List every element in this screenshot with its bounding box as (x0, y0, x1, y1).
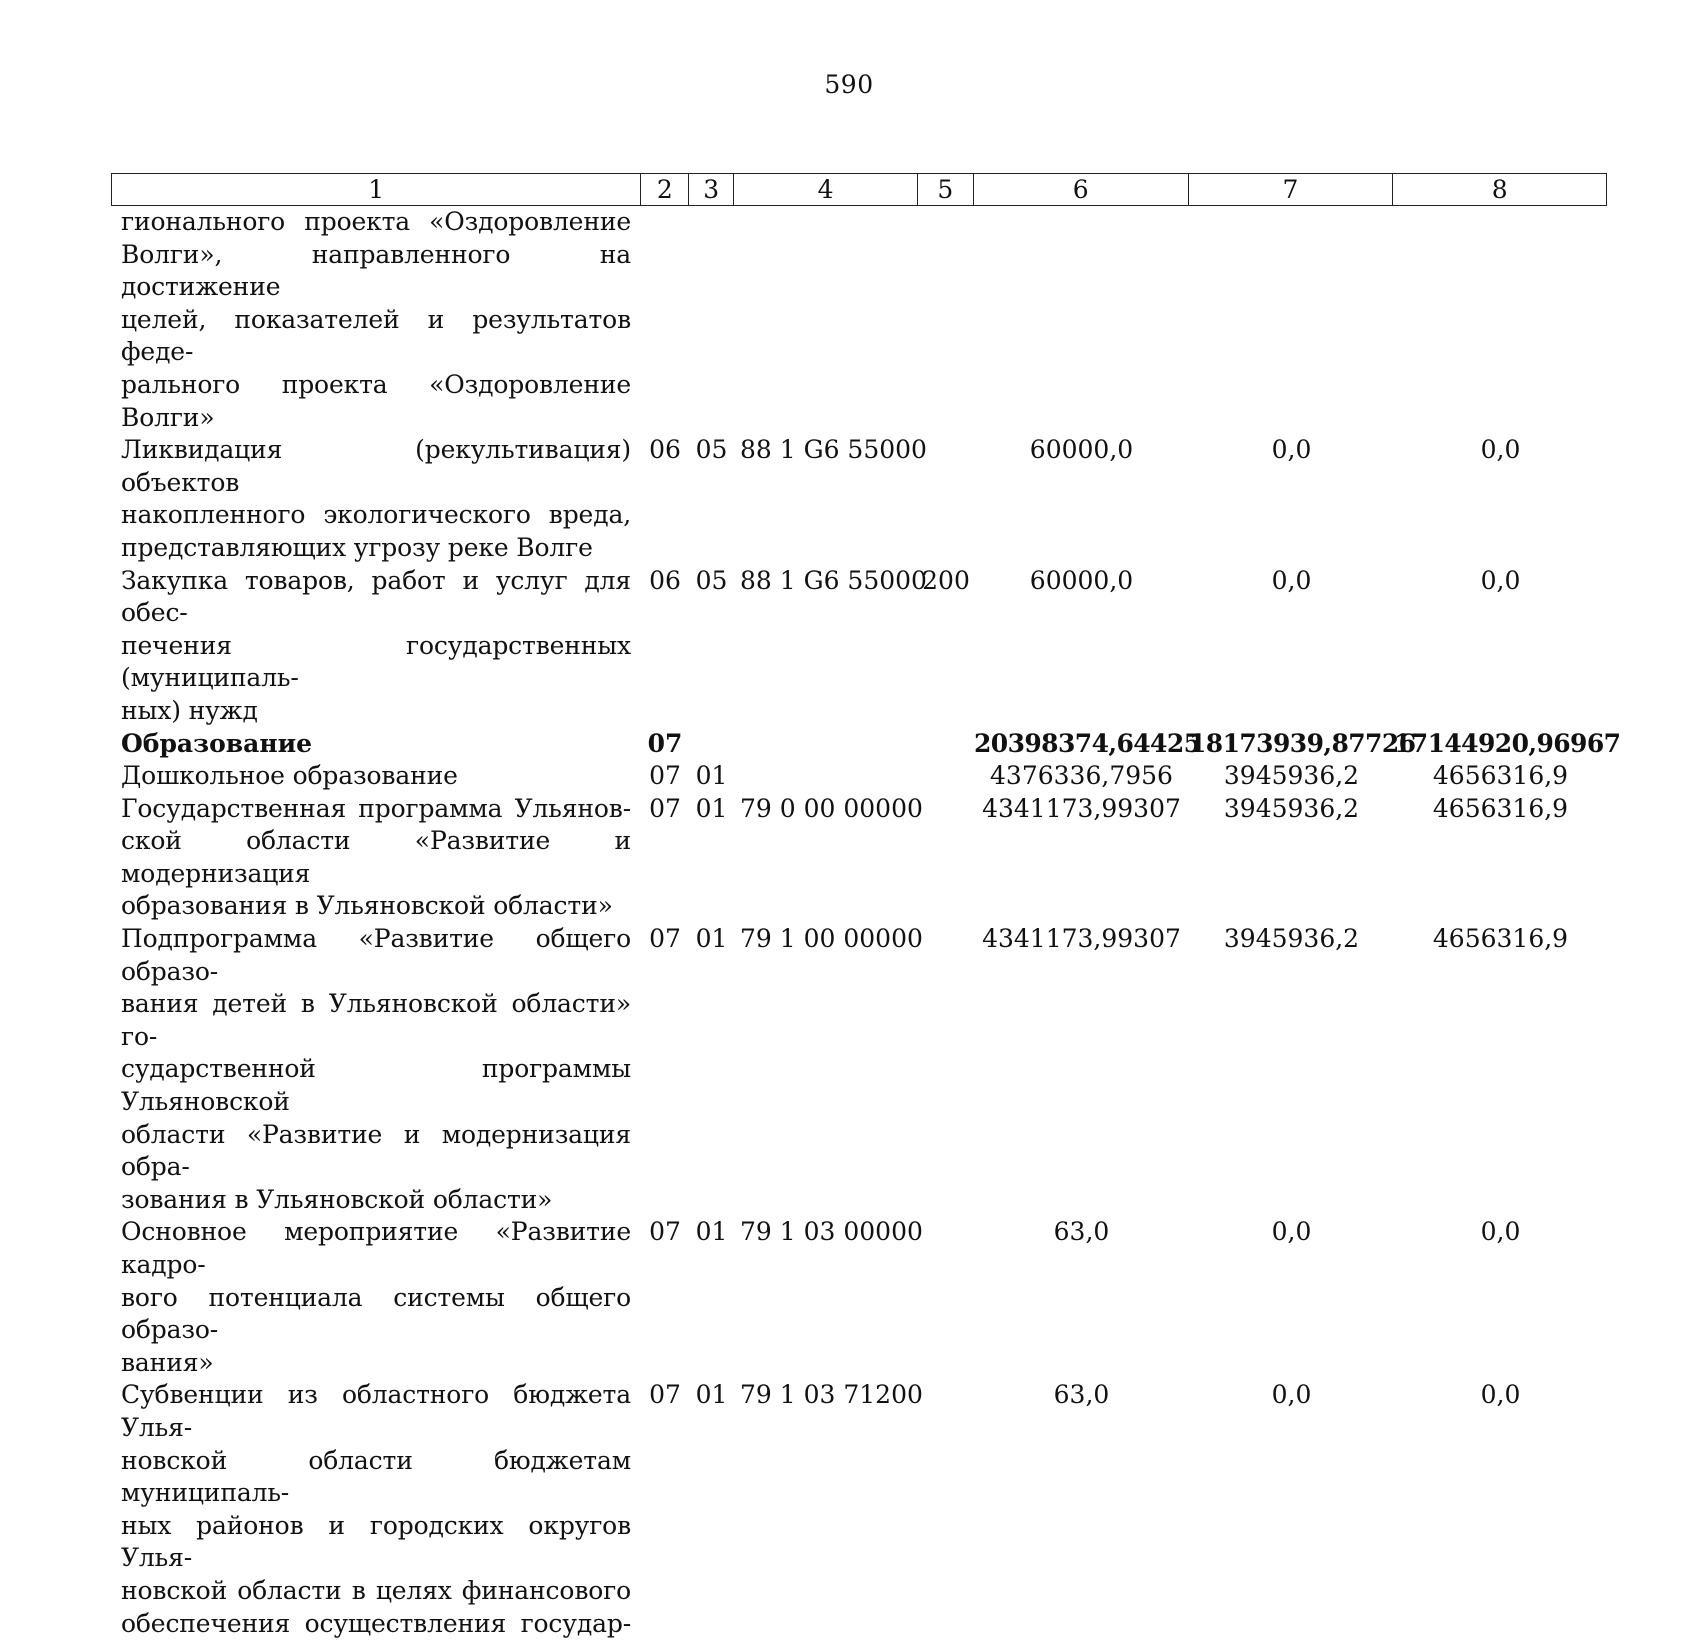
amount-col6: 4341173,99307 (982, 924, 1181, 954)
column-header-1: 1 (112, 174, 641, 205)
amount-col7: 3945936,2 (1223, 761, 1360, 791)
amount-col7: 0,0 (1271, 1217, 1312, 1247)
row-description (111, 923, 641, 1216)
table-row-4 (111, 760, 1607, 793)
description-line: Подпрограмма «Развитие общего образо- (121, 924, 631, 986)
table-row-1 (111, 434, 1607, 564)
amount-col6: 63,0 (1053, 1380, 1110, 1410)
section-code: 07 (649, 1380, 681, 1410)
target-article-code: 79 1 03 00000 (740, 1217, 923, 1247)
description-line: Основное мероприятие «Развитие кадро- (121, 1217, 631, 1279)
description-line: новской области бюджетам муниципаль- (121, 1445, 631, 1508)
subsection-code: 01 (695, 1217, 728, 1247)
amount-col8: 0,0 (1480, 565, 1521, 595)
column-header-7: 7 (1189, 174, 1394, 205)
description-line: целей, показателей и результатов феде- (121, 304, 631, 367)
target-article-code: 79 1 03 71200 (740, 1380, 923, 1410)
description-line: Закупка товаров, работ и услуг для обес- (121, 565, 631, 628)
table-row-8 (111, 1379, 1607, 1640)
amount-col8: 4656316,9 (1432, 793, 1569, 823)
column-header-6: 6 (974, 174, 1189, 205)
section-code: 07 (649, 761, 681, 791)
column-header-2: 2 (641, 174, 689, 205)
section-code: 07 (649, 1217, 681, 1247)
description-line: Субвенции из областного бюджета Улья- (121, 1380, 631, 1442)
section-code: 07 (649, 924, 681, 954)
subsection-code: 05 (695, 565, 728, 595)
amount-col7: 3945936,2 (1223, 793, 1360, 823)
row-description (111, 206, 641, 434)
description-line: Образование (121, 728, 313, 758)
column-header-5: 5 (918, 174, 974, 205)
description-line: рального проекта «Оздоровление Волги» (121, 369, 631, 432)
table-row-3 (111, 728, 1621, 761)
row-description (111, 434, 641, 564)
description-line: гионального проекта «Оздоровление (121, 207, 631, 236)
amount-col7: 0,0 (1271, 565, 1312, 595)
amount-col8: 17144920,96967 (1394, 728, 1621, 758)
description-line: новской области в целях финансового (121, 1575, 631, 1605)
description-line: печения государственных (муниципаль- (121, 630, 631, 693)
column-header-8: 8 (1491, 175, 1508, 204)
row-description (111, 760, 641, 793)
row-description (111, 565, 641, 728)
amount-col7: 0,0 (1271, 435, 1312, 465)
description-line: области «Развитие и модернизация обра- (121, 1119, 631, 1182)
amount-col6: 63,0 (1053, 1217, 1110, 1247)
amount-col6: 60000,0 (1029, 565, 1134, 595)
section-code: 07 (649, 793, 681, 823)
amount-col6: 60000,0 (1029, 435, 1134, 465)
column-header-4: 4 (734, 174, 918, 205)
expense-type-code: 200 (922, 565, 970, 595)
description-line: ных) нужд (121, 695, 258, 725)
description-line: Ликвидация (рекультивация) объектов (121, 435, 631, 497)
amount-col6: 4341173,99307 (982, 793, 1181, 823)
row-description (111, 1379, 641, 1640)
page-number: 590 (824, 70, 874, 99)
amount-col8: 0,0 (1480, 1380, 1521, 1410)
description-line: образования в Ульяновской области» (121, 891, 613, 921)
table-row-7 (111, 1216, 1607, 1379)
amount-col7: 0,0 (1271, 1380, 1312, 1410)
target-article-code: 88 1 G6 55000 (740, 435, 927, 465)
description-line: зования в Ульяновской области» (121, 1184, 553, 1214)
table-row-2 (111, 565, 1607, 728)
description-line: обеспечения осуществления государ- (121, 1608, 631, 1638)
target-article-code: 79 1 00 00000 (740, 924, 923, 954)
section-code: 07 (647, 728, 683, 758)
description-line: Дошкольное образование (121, 761, 458, 791)
description-line: накопленного экологического вреда, (121, 500, 631, 530)
amount-col8: 4656316,9 (1432, 761, 1569, 791)
table-header-row (111, 173, 1607, 206)
row-description (111, 793, 641, 923)
target-article-code: 79 0 00 00000 (740, 793, 923, 823)
description-line: Волги», направленного на достижение (121, 239, 631, 302)
section-code: 06 (649, 565, 681, 595)
description-line: ской области «Развитие и модернизация (121, 826, 631, 888)
table-row-5 (111, 793, 1607, 923)
section-code: 06 (649, 435, 681, 465)
amount-col7: 18173939,87726 (1189, 728, 1416, 758)
description-line: вания» (121, 1347, 214, 1377)
subsection-code: 05 (695, 435, 728, 465)
table-row-6 (111, 923, 1607, 1216)
table-row-0 (111, 206, 1607, 434)
subsection-code: 01 (695, 761, 728, 791)
amount-col7: 3945936,2 (1223, 924, 1360, 954)
column-header-3: 3 (689, 174, 734, 205)
description-line: вания детей в Ульяновской области» го- (121, 989, 631, 1051)
description-line: вого потенциала системы общего образо- (121, 1282, 631, 1345)
row-description (111, 728, 641, 761)
table-body (111, 206, 1621, 1640)
subsection-code: 01 (695, 1380, 728, 1410)
description-line: Государственная программа Ульянов- (121, 793, 631, 823)
amount-col8: 4656316,9 (1432, 924, 1569, 954)
description-line: сударственной программы Ульяновской (121, 1054, 631, 1117)
description-line: ных районов и городских округов Улья- (121, 1510, 631, 1573)
row-description (111, 1216, 641, 1379)
subsection-code: 01 (695, 793, 728, 823)
amount-col6: 20398374,64425 (974, 728, 1201, 758)
target-article-code: 88 1 G6 55000 (740, 565, 927, 595)
amount-col8: 0,0 (1480, 435, 1521, 465)
subsection-code: 01 (695, 924, 728, 954)
amount-col8: 0,0 (1480, 1217, 1521, 1247)
amount-col6: 4376336,7956 (990, 761, 1173, 791)
description-line: представляющих угрозу реке Волге (121, 532, 593, 562)
